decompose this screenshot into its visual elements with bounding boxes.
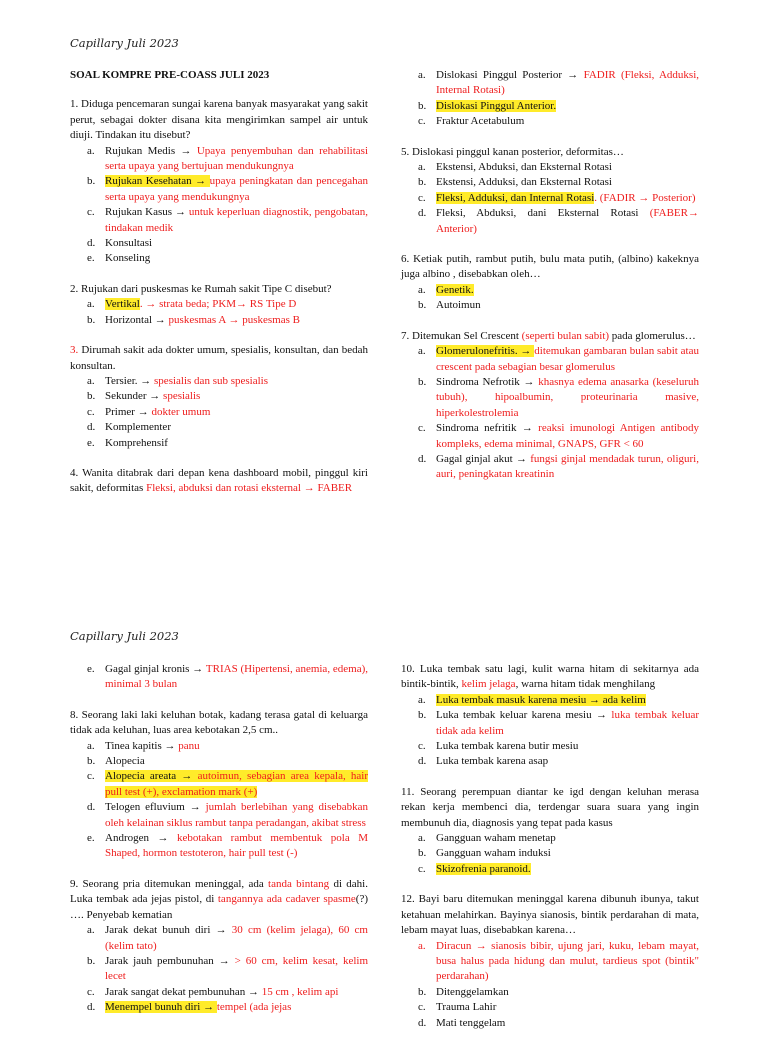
option-text: Konsultasi bbox=[105, 237, 153, 250]
question-note: tanda bintang bbox=[268, 877, 330, 890]
option-a bbox=[401, 693, 699, 708]
option-text: Sekunder → bbox=[105, 390, 164, 403]
option-letter: a. bbox=[87, 298, 95, 311]
question-text: 9. Seorang pria ditemukan meninggal, ada bbox=[70, 877, 269, 890]
option-text: Jarak jauh pembunuhan → bbox=[105, 954, 235, 967]
option-text: Komprehensif bbox=[105, 436, 168, 449]
question-7 bbox=[401, 329, 699, 483]
option-e bbox=[70, 436, 368, 451]
option-text: Horizontal → bbox=[105, 313, 169, 326]
option-letter: b. bbox=[87, 390, 96, 403]
option-letter: c. bbox=[418, 740, 426, 753]
question-text: 7. Ditemukan Sel Crescent bbox=[401, 329, 522, 342]
option-c bbox=[70, 769, 368, 800]
question-stem bbox=[70, 343, 368, 374]
option-text: Dislokasi Pinggul Posterior → bbox=[436, 69, 584, 81]
document-title: SOAL KOMPRE PRE-COASS JULI 2023 bbox=[70, 69, 270, 81]
question-1 bbox=[70, 97, 368, 266]
option-letter: d. bbox=[87, 237, 96, 250]
option-letter: e. bbox=[87, 252, 95, 265]
question-note: Fleksi, abduksi dan rotasi eksternal → FABER bbox=[146, 482, 353, 495]
question-stem: 2. Rujukan dari puskesmas ke Rumah sakit Tipe C disebut? bbox=[70, 282, 332, 295]
option-letter: b. bbox=[418, 99, 427, 112]
option-e bbox=[70, 662, 368, 693]
option-text: Gagal ginjal akut → bbox=[436, 452, 531, 465]
option-a bbox=[70, 374, 368, 389]
option-text: Dislokasi Pinggul Anterior. bbox=[436, 99, 557, 112]
option-letter: b. bbox=[418, 299, 427, 312]
option-text: Sindroma Nefrotik → bbox=[436, 375, 539, 388]
option-text: Jarak sangat dekat pembunuhan → bbox=[105, 985, 262, 998]
option-a bbox=[401, 831, 699, 846]
option-text: Fleksi, Adduksi, dan Internal Rotasi bbox=[436, 191, 595, 204]
option-a bbox=[401, 344, 699, 375]
option-letter: d. bbox=[418, 207, 427, 220]
option-note: . → strata beda; PKM→ RS Tipe D bbox=[139, 298, 297, 311]
option-letter: a. bbox=[418, 161, 426, 174]
option-letter: c. bbox=[418, 115, 426, 128]
option-note: dokter umum bbox=[151, 405, 211, 418]
question-9 bbox=[70, 877, 368, 1016]
question-number: 3. bbox=[70, 344, 79, 357]
option-b bbox=[70, 389, 368, 404]
question-text: pada glomerulus… bbox=[609, 329, 696, 342]
option-text: Ekstensi, Abduksi, dan Eksternal Rotasi bbox=[436, 161, 612, 174]
option-letter: b. bbox=[87, 313, 96, 326]
option-letter: c. bbox=[418, 862, 426, 875]
option-note: 15 cm , kelim api bbox=[261, 985, 339, 998]
question-5 bbox=[401, 145, 699, 237]
option-letter: a. bbox=[418, 693, 426, 706]
left-column bbox=[70, 68, 368, 512]
question-text: Dirumah sakit ada dokter umum, spesialis, konsultan, dan bedah konsultan. bbox=[70, 344, 368, 372]
option-b bbox=[401, 985, 699, 1000]
question-2 bbox=[70, 282, 368, 328]
option-a bbox=[401, 939, 699, 985]
option-letter: b. bbox=[418, 709, 427, 722]
option-note: reaksi imunologi Antigen antibody kompleks, edema minimal, GNAPS, GFR < 60 bbox=[436, 422, 699, 450]
option-letter: c. bbox=[87, 770, 95, 783]
option-text: Mati tenggelam bbox=[436, 1016, 506, 1029]
option-d bbox=[70, 420, 368, 435]
option-letter: d. bbox=[418, 755, 427, 768]
option-letter: e. bbox=[87, 663, 95, 675]
question-text: 4. Wanita ditabrak dari depan kena dashboard mobil, pinggul kiri sakit, deformitas bbox=[70, 466, 368, 495]
option-text: Telogen efluvium → bbox=[105, 801, 206, 814]
page-2 bbox=[0, 600, 768, 1029]
option-b bbox=[70, 313, 368, 328]
option-letter: a. bbox=[418, 69, 426, 81]
option-text: Luka tembak karena butir mesiu bbox=[436, 740, 579, 753]
option-text: Menempel bunuh diri → bbox=[105, 1001, 217, 1014]
option-letter: c. bbox=[87, 985, 95, 998]
option-text: Alopecia bbox=[105, 755, 145, 768]
option-letter: d. bbox=[87, 421, 96, 434]
option-letter: a. bbox=[418, 345, 426, 358]
option-note: > 60 cm, kelim kesat, kelim lecet bbox=[105, 954, 368, 983]
option-letter: b. bbox=[418, 985, 427, 998]
option-letter: d. bbox=[418, 1016, 427, 1029]
option-text: Autoimun bbox=[436, 299, 481, 312]
option-a bbox=[401, 160, 699, 175]
option-c bbox=[401, 114, 699, 129]
option-text: Ditenggelamkan bbox=[436, 985, 509, 998]
option-text: Rujukan Medis → bbox=[105, 144, 197, 157]
option-letter: c. bbox=[418, 191, 426, 204]
option-text: Fleksi, Abduksi, dani Eksternal Rotasi bbox=[436, 207, 650, 220]
option-text: Konseling bbox=[105, 252, 151, 265]
question-stem bbox=[401, 329, 699, 344]
option-text: Rujukan Kasus → bbox=[105, 206, 189, 219]
question-stem: 12. Bayi baru ditemukan meninggal karena dibunuh ibunya, takut ketahuan melahirkan. Bayinya sianosis, bintik perdarahan di mata, lebam mayat luas, disebabkan karena… bbox=[401, 893, 699, 937]
option-a bbox=[401, 68, 699, 99]
option-note: panu bbox=[178, 739, 200, 752]
option-c bbox=[401, 191, 699, 206]
option-letter: c. bbox=[418, 422, 426, 435]
right-column bbox=[401, 68, 699, 498]
option-text: Komplementer bbox=[105, 421, 171, 434]
question-stem bbox=[401, 662, 699, 693]
option-note: autoimun, sebagian area kepala, hair pull test (+), exclamation mark (+) bbox=[105, 770, 369, 798]
option-c bbox=[70, 205, 368, 236]
question-stem: 6. Ketiak putih, rambut putih, bulu mata putih, (albino) kakeknya juga albino , disebabkan oleh… bbox=[401, 253, 699, 281]
option-text: Androgen → bbox=[105, 832, 177, 845]
question-text: di dahi. Luka tembak ada jejas pistol, di bbox=[70, 877, 368, 906]
option-a bbox=[70, 144, 368, 175]
question-note: tangannya ada cadaver spasme bbox=[217, 893, 356, 906]
question-11 bbox=[401, 785, 699, 877]
option-text: Vertikal bbox=[105, 298, 140, 311]
option-c bbox=[401, 1000, 699, 1015]
option-text: Diracun → bbox=[436, 939, 492, 952]
option-letter: a. bbox=[418, 939, 426, 952]
option-text: Skizofrenia paranoid. bbox=[436, 862, 531, 875]
option-note: spesialis bbox=[163, 390, 201, 403]
running-header: Capillary Juli 2023 bbox=[70, 36, 179, 50]
option-letter: b. bbox=[418, 176, 427, 189]
question-stem: 1. Diduga pencemaran sungai karena banyak masyarakat yang sakit perut, sebagai dokter disana kita mengirimkan sampel air untuk diuji. Tindakan itu disebut? bbox=[70, 98, 368, 142]
option-letter: b. bbox=[87, 954, 96, 967]
option-text: Luka tembak karena asap bbox=[436, 755, 549, 768]
option-b bbox=[70, 174, 368, 205]
question-text: , warna hitam tidak menghilang bbox=[515, 678, 656, 691]
option-a bbox=[401, 283, 699, 298]
option-letter: a. bbox=[87, 374, 95, 387]
option-text: Trauma Lahir bbox=[436, 1001, 497, 1014]
option-letter: d. bbox=[87, 801, 96, 814]
option-b bbox=[70, 954, 368, 985]
option-note: jumlah berlebihan yang disebabkan oleh kelainan siklus rambut tanpa peradangan, akibat stress bbox=[105, 801, 368, 829]
option-d bbox=[401, 452, 699, 483]
left-column bbox=[70, 662, 368, 1031]
option-a bbox=[70, 739, 368, 754]
option-text: Fraktur Acetabulum bbox=[436, 115, 525, 128]
question-stem bbox=[70, 466, 368, 497]
option-b bbox=[401, 375, 699, 421]
option-letter: e. bbox=[87, 436, 95, 449]
option-letter: d. bbox=[87, 1001, 96, 1014]
option-d bbox=[401, 206, 699, 237]
option-letter: a. bbox=[87, 739, 95, 752]
option-text: Genetik. bbox=[436, 283, 474, 296]
question-7-continued bbox=[70, 662, 368, 693]
option-text: Tinea kapitis → bbox=[105, 739, 179, 752]
option-text: Primer → bbox=[105, 405, 152, 418]
option-text: Gangguan waham menetap bbox=[436, 832, 556, 845]
option-b bbox=[70, 754, 368, 769]
option-text: Ekstensi, Adduksi, dan Eksternal Rotasi bbox=[436, 176, 612, 189]
option-letter: a. bbox=[418, 283, 426, 296]
option-text: Glomerulonefritis. → bbox=[436, 345, 535, 358]
option-letter: e. bbox=[87, 832, 95, 845]
option-text: Sindroma nefritik → bbox=[436, 422, 539, 435]
question-stem: 8. Seorang laki laki keluhan botak, kadang terasa gatal di keluarga tidak ada keluhan, luas area kebotakan 2,5 cm.. bbox=[70, 708, 368, 737]
option-note: untuk keperluan diagnostik, pengobatan, tindakan medik bbox=[105, 206, 368, 234]
option-note: tempel (ada jejas bbox=[216, 1001, 292, 1014]
option-note: Upaya penyembuhan dan rehabilitasi serta upaya yang bertujuan mendukungnya bbox=[105, 144, 369, 173]
option-letter: a. bbox=[87, 144, 95, 157]
question-stem: 11. Seorang perempuan diantar ke igd dengan keluhan merasa rekan kerja membenci dia, terdengar suara suara yang ingin membunuh dia, diagnosis yang tepat pada kasus bbox=[401, 785, 699, 829]
option-text: Gangguan waham induksi bbox=[436, 847, 551, 860]
option-letter: c. bbox=[87, 405, 95, 418]
option-d bbox=[70, 800, 368, 831]
option-note: kebotakan rambut membentuk pola M Shaped, hormon testoteron, hair pull test (-) bbox=[105, 832, 368, 860]
question-4 bbox=[70, 466, 368, 497]
option-note: 30 cm (kelim jelaga), 60 cm (kelim tato) bbox=[105, 924, 368, 952]
question-stem bbox=[70, 877, 368, 923]
option-a bbox=[70, 297, 368, 312]
option-e bbox=[70, 831, 368, 862]
option-d bbox=[401, 1016, 699, 1031]
question-text: (?) …. Penyebab kematian bbox=[70, 893, 368, 921]
option-text: Alopecia areata → bbox=[105, 770, 198, 783]
option-b bbox=[401, 99, 699, 114]
option-note: . (FADIR → Posterior) bbox=[594, 191, 696, 204]
option-text: Jarak dekat bunuh diri → bbox=[105, 924, 232, 937]
option-d bbox=[70, 1000, 368, 1015]
option-c bbox=[401, 862, 699, 877]
option-letter: a. bbox=[87, 924, 95, 937]
option-letter: c. bbox=[418, 1001, 426, 1014]
right-column bbox=[401, 662, 699, 1046]
option-d bbox=[70, 236, 368, 251]
running-header: Capillary Juli 2023 bbox=[70, 629, 179, 643]
option-letter: d. bbox=[418, 452, 427, 465]
option-note: ditemukan gambaran bulan sabit atau crescent pada sebagian besar glomerulus bbox=[436, 345, 699, 373]
option-d bbox=[401, 754, 699, 769]
option-c bbox=[401, 739, 699, 754]
option-note: upaya peningkatan dan pencegahan serta upaya yang mendukungnya bbox=[105, 175, 368, 203]
option-b bbox=[401, 175, 699, 190]
question-note: (seperti bulan sabit) bbox=[521, 329, 610, 342]
option-b bbox=[401, 708, 699, 739]
option-note: khasnya edema anasarka (keseluruh tubuh), hipoalbumin, proteurinaria masive, hiperkolestrolemia bbox=[436, 375, 700, 419]
option-b bbox=[401, 846, 699, 861]
option-note: FADIR (Fleksi, Adduksi, Internal Rotasi) bbox=[436, 69, 700, 97]
option-letter: a. bbox=[418, 832, 426, 845]
question-12 bbox=[401, 892, 699, 1031]
question-stem: 5. Dislokasi pinggul kanan posterior, deformitas… bbox=[401, 145, 624, 158]
option-letter: b. bbox=[418, 847, 427, 860]
option-note: puskesmas A → puskesmas B bbox=[168, 313, 300, 326]
option-text: Gagal ginjal kronis → bbox=[105, 663, 206, 675]
option-note: (FABER→ Anterior) bbox=[436, 207, 699, 235]
option-c bbox=[401, 421, 699, 452]
question-10 bbox=[401, 662, 699, 770]
option-a bbox=[70, 923, 368, 954]
question-6 bbox=[401, 252, 699, 314]
option-text: Luka tembak keluar karena mesiu → bbox=[436, 709, 612, 722]
option-c bbox=[70, 405, 368, 420]
question-text: 10. Luka tembak satu lagi, kulit warna hitam di sekitarnya ada bintik-bintik, bbox=[401, 663, 699, 691]
option-note: spesialis dan sub spesialis bbox=[154, 374, 268, 387]
option-text: Rujukan Kesehatan → bbox=[105, 175, 210, 188]
option-letter: c. bbox=[87, 206, 95, 219]
option-note: fungsi ginjal mendadak turun, oliguri, auri, peningkatan kreatinin bbox=[436, 452, 699, 481]
question-note: kelim jelaga bbox=[461, 678, 516, 691]
option-e bbox=[70, 251, 368, 266]
option-note: TRIAS (Hipertensi, anemia, edema), minimal 3 bulan bbox=[105, 663, 369, 691]
question-8 bbox=[70, 708, 368, 862]
option-text: Luka tembak masuk karena mesiu → ada kelim bbox=[436, 693, 646, 706]
option-note: luka tembak keluar tidak ada kelim bbox=[436, 709, 699, 737]
option-b bbox=[401, 298, 699, 313]
question-4-options bbox=[401, 68, 699, 130]
question-3 bbox=[70, 343, 368, 451]
option-c bbox=[70, 985, 368, 1000]
option-letter: b. bbox=[418, 375, 427, 388]
option-note: sianosis bibir, ujung jari, kuku, lebam mayat, busa halus pada hidung dan mulut, tardieus spot (bintik" perdarahan) bbox=[436, 939, 700, 983]
option-text: Tersier. → bbox=[105, 374, 155, 387]
option-letter: b. bbox=[87, 175, 96, 188]
option-letter: b. bbox=[87, 755, 96, 768]
